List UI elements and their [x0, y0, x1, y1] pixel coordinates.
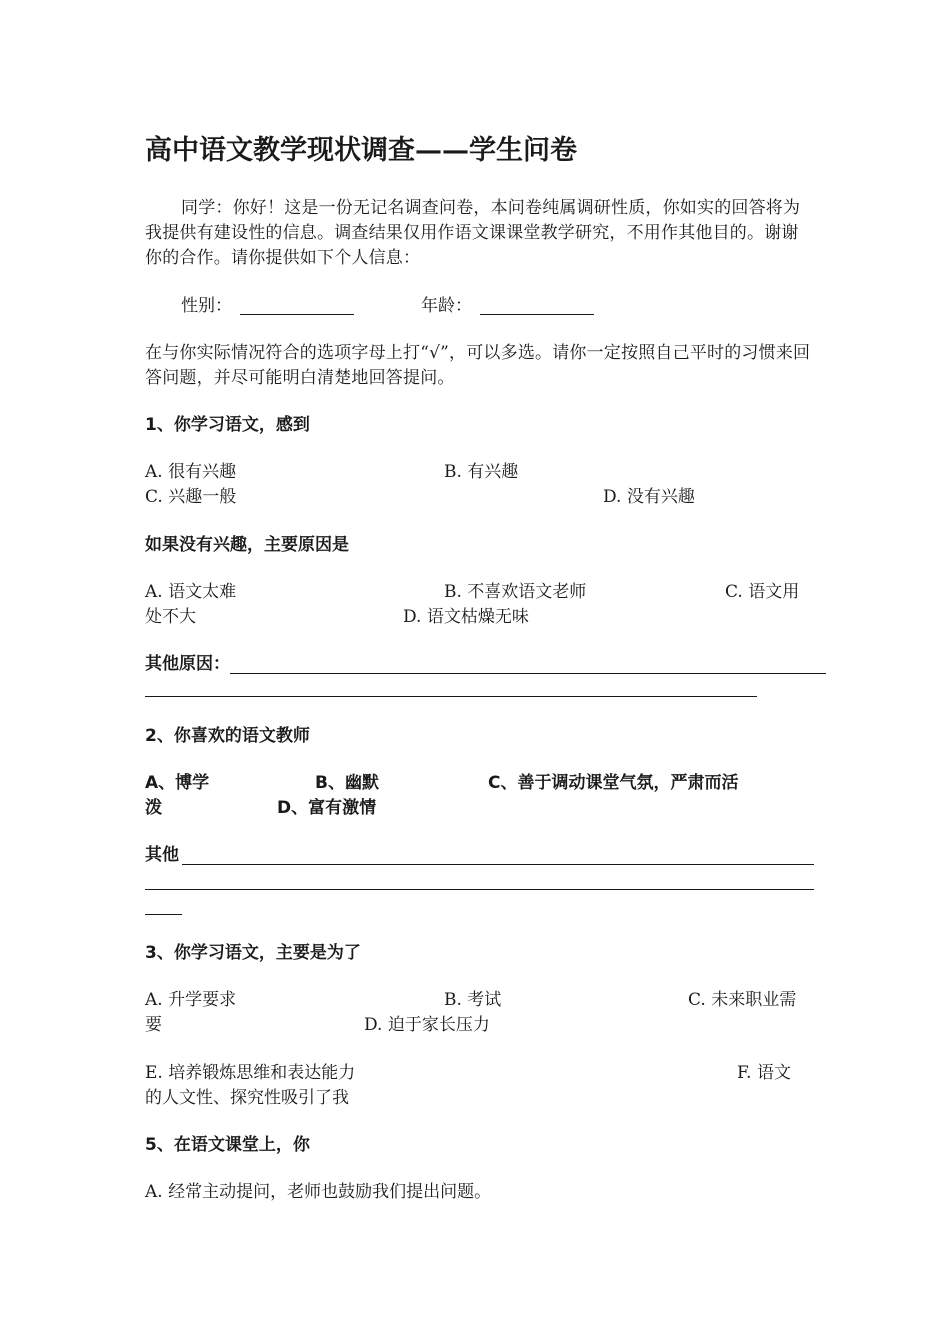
- q2-option-a[interactable]: A、博学: [145, 773, 210, 793]
- q2-option-b[interactable]: B、幽默: [315, 773, 379, 793]
- q2-option-d[interactable]: D、富有激情: [277, 798, 377, 818]
- q1b-option-d[interactable]: D. 语文枯燥无味: [403, 607, 529, 627]
- q1b-option-c-part1[interactable]: C. 语文用: [725, 582, 800, 602]
- age-blank[interactable]: [480, 314, 594, 315]
- q2-other-blank-3[interactable]: [145, 914, 182, 915]
- q3-option-b[interactable]: B. 考试: [444, 990, 502, 1010]
- q2-other-label: 其他: [145, 845, 179, 865]
- age-label: 年龄：: [421, 296, 472, 316]
- q3-option-d[interactable]: D. 迫于家长压力: [364, 1015, 490, 1035]
- q1b-other-label: 其他原因：: [145, 654, 230, 674]
- page-title: 高中语文教学现状调查——学生问卷: [145, 135, 577, 166]
- gender-label: 性别：: [181, 296, 232, 316]
- q2-other-blank-1[interactable]: [182, 864, 814, 865]
- q3-option-f-part2[interactable]: 的人文性、探究性吸引了我: [145, 1088, 349, 1108]
- q1-option-b[interactable]: B. 有兴趣: [444, 462, 519, 482]
- q1b-other-blank-1[interactable]: [230, 673, 826, 674]
- q1-option-c[interactable]: C. 兴趣一般: [145, 487, 237, 507]
- q2-other-blank-2[interactable]: [145, 889, 814, 890]
- q5-option-a[interactable]: A. 经常主动提问，老师也鼓励我们提出问题。: [145, 1182, 492, 1202]
- question-5: 5、在语文课堂上，你: [145, 1135, 310, 1155]
- q3-option-c-part2[interactable]: 要: [145, 1015, 162, 1035]
- gender-blank[interactable]: [240, 314, 354, 315]
- question-1-followup: 如果没有兴趣，主要原因是: [145, 535, 349, 555]
- question-1: 1、你学习语文，感到: [145, 415, 310, 435]
- q3-option-a[interactable]: A. 升学要求: [145, 990, 237, 1010]
- question-3: 3、你学习语文，主要是为了: [145, 943, 361, 963]
- q2-option-c-part2[interactable]: 泼: [145, 798, 162, 818]
- question-2: 2、你喜欢的语文教师: [145, 726, 310, 746]
- q1b-other-blank-2[interactable]: [145, 696, 757, 697]
- intro-paragraph: 同学：你好！这是一份无记名调查问卷，本问卷纯属调研性质，你如实的回答将为我提供有建设性的信息。调查结果仅用作语文课课堂教学研究，不用作其他目的。谢谢你的合作。请你提供如下个人信息：: [145, 198, 801, 268]
- q2-option-c-part1[interactable]: C、善于调动课堂气氛，严肃而活: [488, 773, 739, 793]
- q3-option-c-part1[interactable]: C. 未来职业需: [688, 990, 797, 1010]
- q1-option-a[interactable]: A. 很有兴趣: [145, 462, 237, 482]
- q1b-option-c-part2[interactable]: 处不大: [145, 607, 196, 627]
- q1b-option-a[interactable]: A. 语文太难: [145, 582, 237, 602]
- q1b-option-b[interactable]: B. 不喜欢语文老师: [444, 582, 587, 602]
- q3-option-f-part1[interactable]: F. 语文: [737, 1063, 791, 1083]
- q1-option-d[interactable]: D. 没有兴趣: [603, 487, 695, 507]
- q3-option-e[interactable]: E. 培养锻炼思维和表达能力: [145, 1063, 356, 1083]
- instruction-paragraph: 在与你实际情况符合的选项字母上打“√”，可以多选。请你一定按照自己平时的习惯来回答问题，并尽可能明白清楚地回答提问。: [145, 343, 811, 388]
